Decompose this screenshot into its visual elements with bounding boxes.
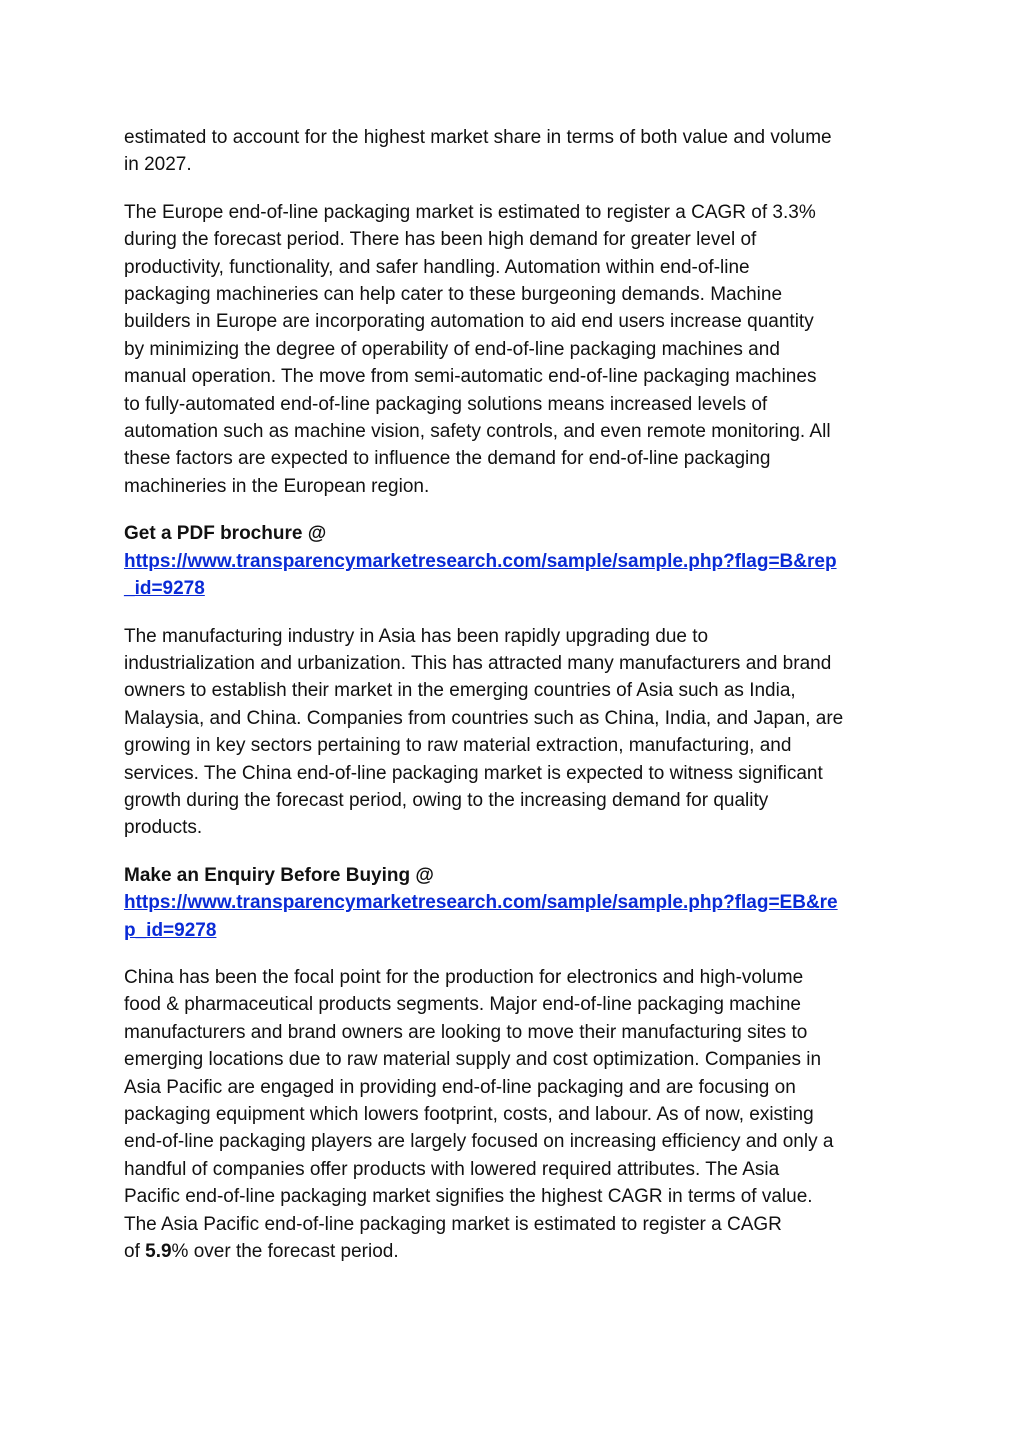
- text-line: in 2027.: [124, 154, 192, 176]
- text-line: services. The China end-of-line packaging market is expected to witness significant: [124, 762, 823, 784]
- text-line: handful of companies offer products with lowered required attributes. The Asia: [124, 1158, 780, 1180]
- cagr-prefix: of: [124, 1241, 146, 1263]
- cagr-value: 5.9: [145, 1241, 172, 1263]
- brochure-section: [124, 520, 904, 602]
- text-line: Pacific end-of-line packaging market signifies the highest CAGR in terms of value.: [124, 1186, 813, 1208]
- china-paragraph: [124, 964, 904, 1265]
- text-line: packaging machineries can help cater to these burgeoning demands. Machine: [124, 284, 783, 306]
- asia-paragraph: [124, 623, 904, 842]
- text-line: growing in key sectors pertaining to raw material extraction, manufacturing, and: [124, 735, 792, 757]
- intro-paragraph: [124, 124, 904, 179]
- text-line: estimated to account for the highest market share in terms of both value and volume: [124, 127, 832, 148]
- text-line: emerging locations due to raw material supply and cost optimization. Companies in: [124, 1049, 822, 1071]
- enquiry-link[interactable]: [124, 889, 904, 944]
- enquiry-link-line[interactable]: https://www.transparencymarketresearch.com/sample/sample.php?flag=EB&re: [124, 892, 838, 914]
- text-line: packaging equipment which lowers footprint, costs, and labour. As of now, existing: [124, 1104, 814, 1125]
- text-line: products.: [124, 817, 203, 839]
- brochure-link[interactable]: [124, 548, 904, 603]
- brochure-link-line[interactable]: _id=9278: [124, 578, 205, 600]
- text-line: owners to establish their market in the emerging countries of Asia such as India,: [124, 680, 796, 702]
- enquiry-link-line[interactable]: p_id=9278: [124, 919, 217, 941]
- text-line: builders in Europe are incorporating automation to aid end users increase quantity: [124, 311, 814, 333]
- text-line: growth during the forecast period, owing to the increasing demand for quality: [124, 789, 769, 811]
- brochure-heading: Get a PDF brochure @: [124, 523, 327, 545]
- text-line: The Europe end-of-line packaging market is estimated to register a CAGR of 3.3%: [124, 201, 816, 223]
- text-line: The Asia Pacific end-of-line packaging market is estimated to register a CAGR: [124, 1213, 782, 1235]
- text-line: end-of-line packaging players are largely focused on increasing efficiency and only a: [124, 1131, 834, 1153]
- text-line: manual operation. The move from semi-automatic end-of-line packaging machines: [124, 366, 817, 388]
- enquiry-section: [124, 862, 904, 944]
- text-line-cagr: [124, 1238, 904, 1265]
- text-line: productivity, functionality, and safer handling. Automation within end-of-line: [124, 256, 750, 278]
- text-line: manufacturers and brand owners are looking to move their manufacturing sites to: [124, 1021, 808, 1043]
- text-line: these factors are expected to influence the demand for end-of-line packaging: [124, 448, 771, 470]
- text-line: food & pharmaceutical products segments. Major end-of-line packaging machine: [124, 994, 801, 1016]
- text-line: machineries in the European region.: [124, 475, 430, 497]
- brochure-link-line[interactable]: https://www.transparencymarketresearch.com/sample/sample.php?flag=B&rep: [124, 550, 837, 572]
- text-line: China has been the focal point for the production for electronics and high-volume: [124, 966, 804, 988]
- text-line: automation such as machine vision, safety controls, and even remote monitoring. All: [124, 421, 831, 443]
- text-line: industrialization and urbanization. This has attracted many manufacturers and brand: [124, 652, 832, 674]
- text-line: The manufacturing industry in Asia has been rapidly upgrading due to: [124, 625, 709, 647]
- text-line: during the forecast period. There has been high demand for greater level of: [124, 229, 757, 251]
- text-line: to fully-automated end-of-line packaging solutions means increased levels of: [124, 393, 768, 415]
- enquiry-heading: Make an Enquiry Before Buying @: [124, 864, 434, 886]
- text-line: Asia Pacific are engaged in providing end-of-line packaging and are focusing on: [124, 1076, 796, 1098]
- text-line: Malaysia, and China. Companies from countries such as China, India, and Japan, are: [124, 707, 844, 729]
- cagr-suffix: % over the forecast period.: [171, 1241, 399, 1263]
- document-page: [124, 124, 904, 1285]
- europe-paragraph: [124, 199, 904, 500]
- text-line: by minimizing the degree of operability of end-of-line packaging machines and: [124, 338, 780, 360]
